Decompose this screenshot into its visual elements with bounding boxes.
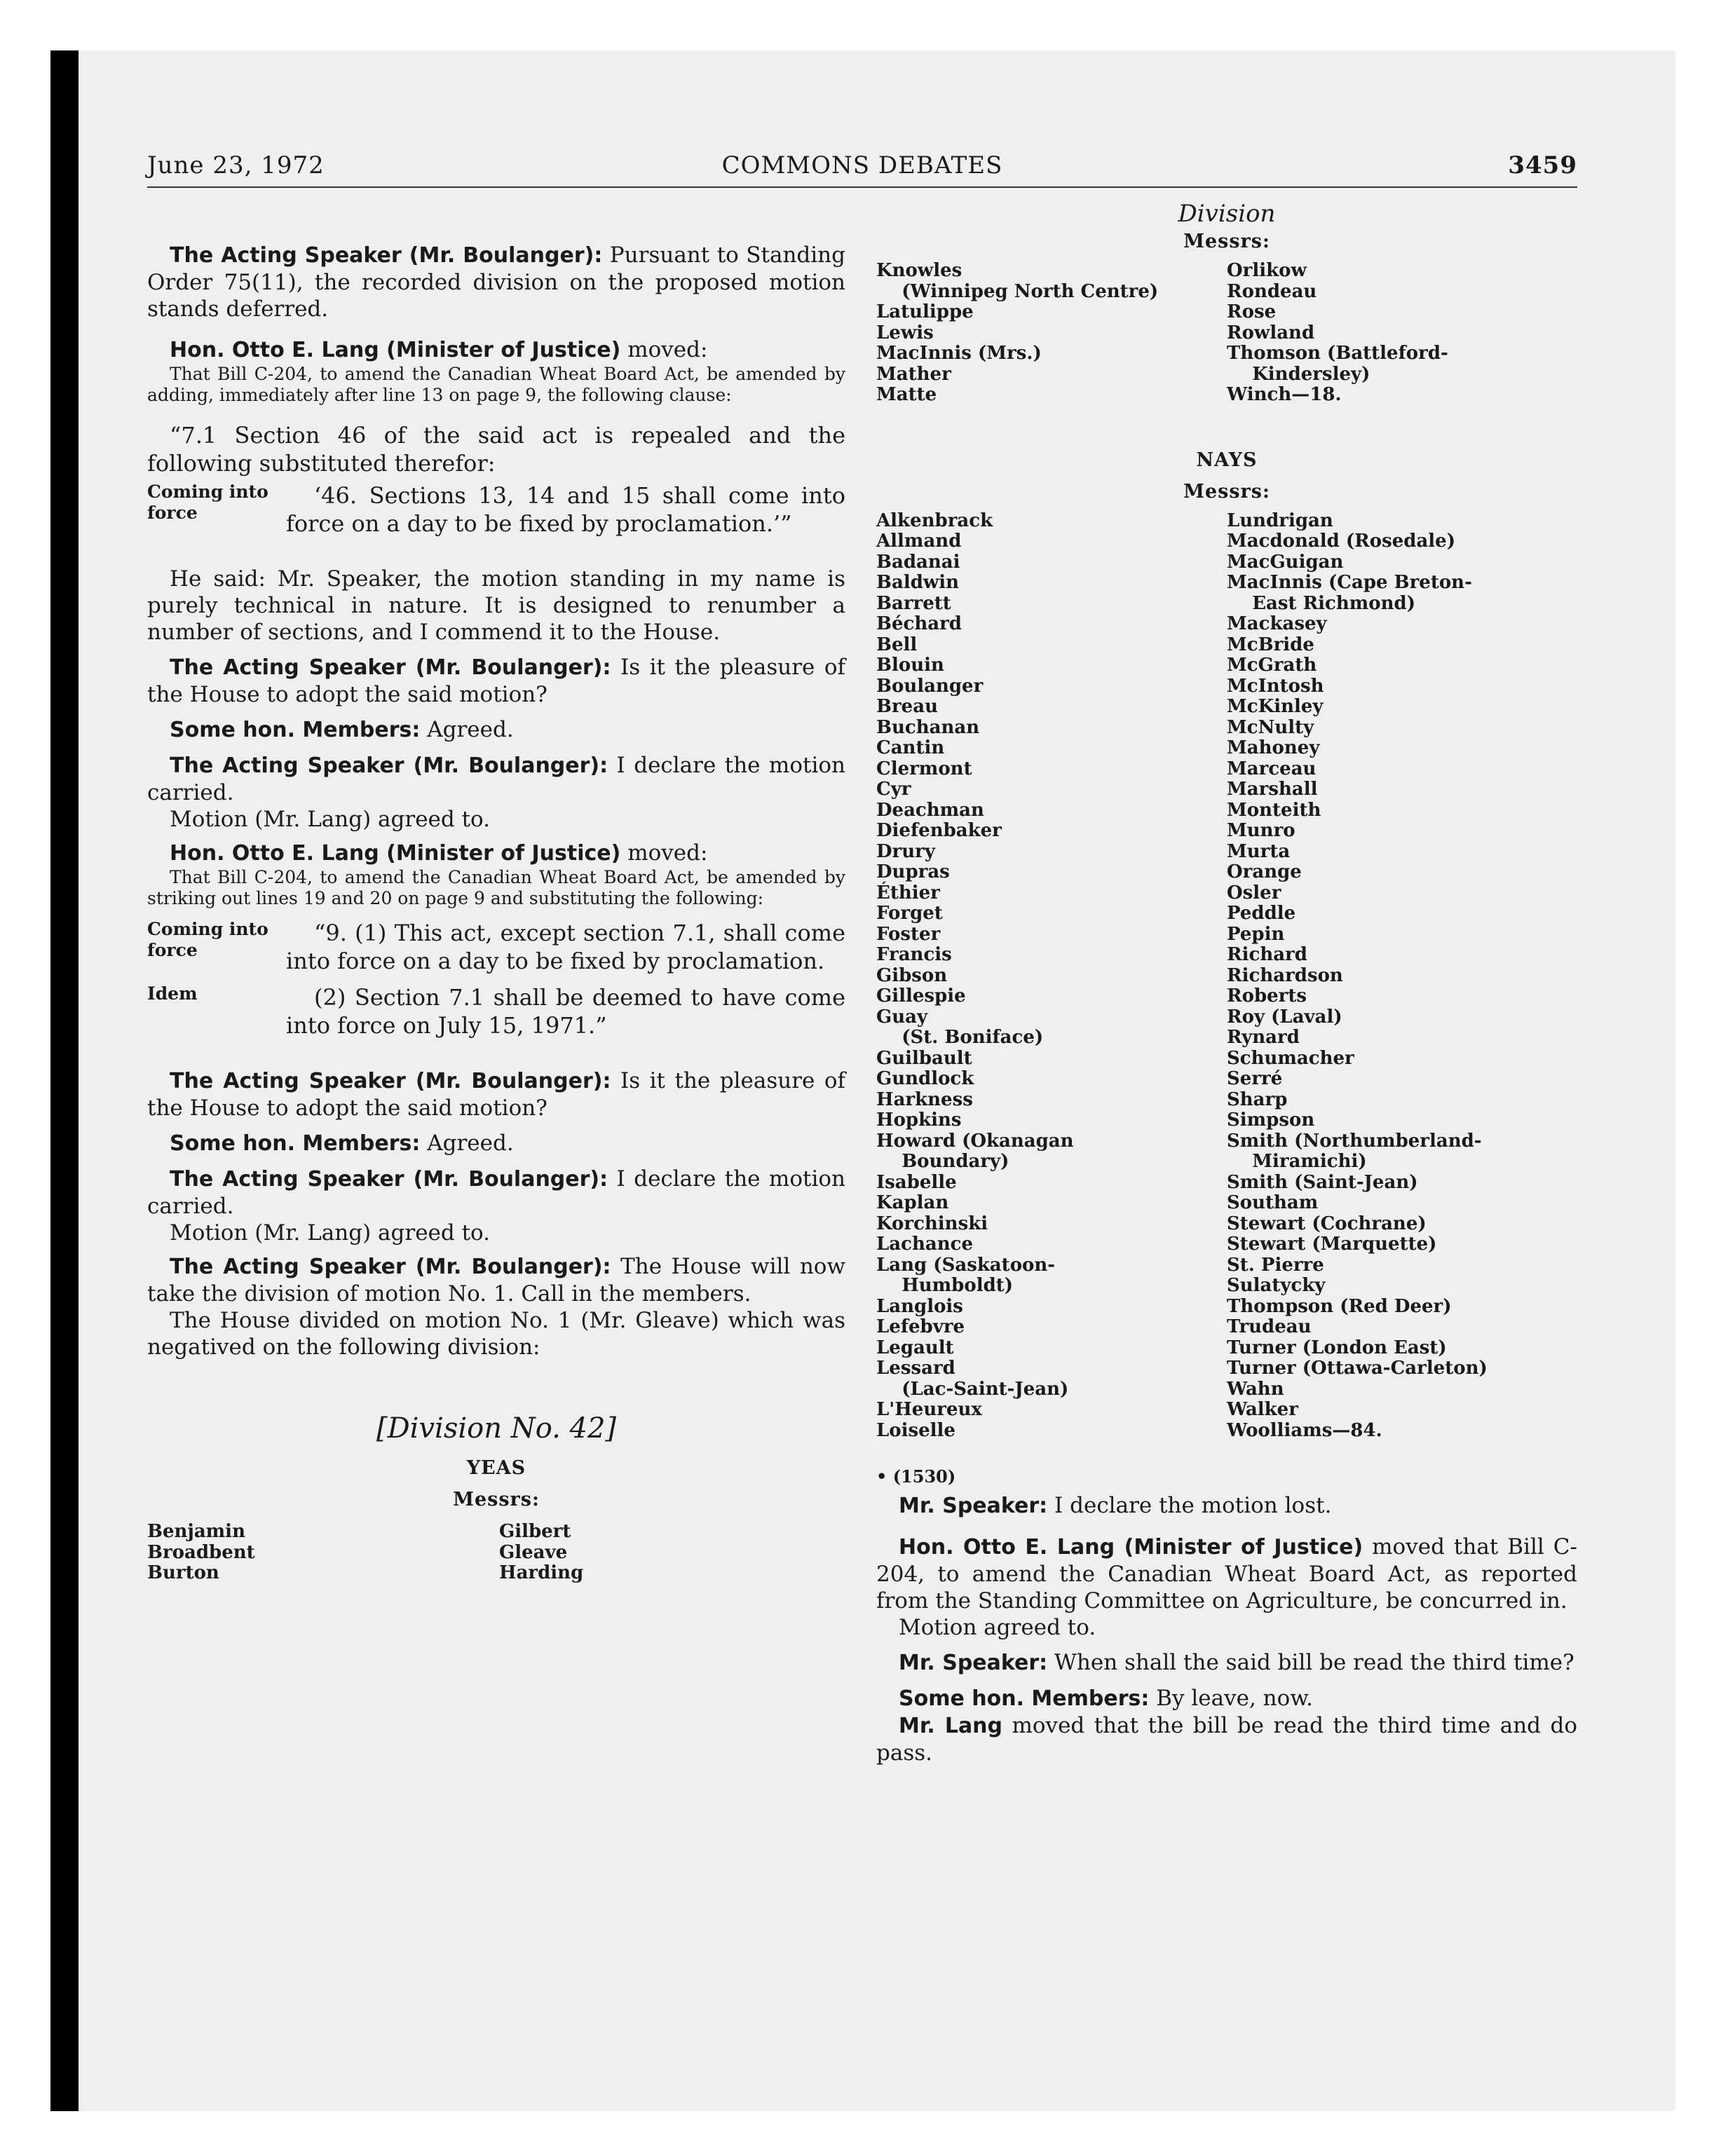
paragraph	[876, 1712, 1577, 1766]
paragraph: Motion agreed to.	[899, 1615, 1096, 1640]
speaker-name: The Acting Speaker (Mr. Boulanger):	[170, 753, 608, 778]
header-page-number: 3459	[1508, 151, 1577, 179]
paragraph	[147, 336, 845, 364]
paragraph	[147, 654, 845, 708]
speaker-name: Hon. Otto E. Lang (Minister of Justice)	[170, 841, 621, 866]
speaker-name: Mr. Lang	[899, 1714, 1003, 1738]
speaker-name: Hon. Otto E. Lang (Minister of Justice)	[899, 1535, 1363, 1560]
paragraph-text: The House will now take the division of motion No. 1. Call in the members.	[147, 1254, 845, 1306]
messrs-label: Messrs:	[1183, 231, 1270, 252]
paragraph: Motion (Mr. Lang) agreed to.	[170, 807, 491, 832]
paragraph-text: moved:	[620, 840, 708, 866]
speaker-name: Mr. Speaker:	[899, 1651, 1048, 1675]
name-column: Knowles (Winnipeg North Centre) Latulippe Lewis MacInnis (Mrs.) Mather Matte	[876, 260, 1159, 405]
margin-note: Idem	[147, 983, 198, 1004]
paragraph-text: Pursuant to Standing Order 75(11), the recorded division on the proposed motion stands deferred.	[147, 243, 845, 322]
paragraph-text: moved that the bill be read the third time and do pass.	[876, 1713, 1578, 1766]
paragraph	[147, 716, 845, 744]
paragraph	[147, 752, 845, 806]
name-column: Orlikow Rondeau Rose Rowland Thomson (Battleford- Kindersley) Winch—18.	[1227, 260, 1448, 405]
paragraph	[147, 242, 845, 322]
division-title: [Division No. 42]	[376, 1412, 617, 1445]
paragraph: Motion (Mr. Lang) agreed to.	[170, 1220, 491, 1246]
speaker-name: The Acting Speaker (Mr. Boulanger):	[170, 655, 611, 680]
page-header	[147, 151, 1577, 188]
paragraph	[147, 840, 845, 867]
paragraph-text: By leave, now.	[1149, 1686, 1314, 1711]
paragraph	[876, 1492, 1577, 1520]
nays-heading: NAYS	[1196, 449, 1258, 471]
paragraph	[876, 1685, 1577, 1712]
paragraph-text: I declare the motion carried.	[147, 1166, 845, 1219]
name-column: Lundrigan Macdonald (Rosedale) MacGuigan MacInnis (Cape Breton- East Richmond) Mackasey McBride McGrath McIntosh McKinley McNulty Mahoney Marceau Marshall Monteith Munro Murta Orange Osler Peddle Pepin Richard Richardson Roberts Roy (Laval) Rynard Schumacher Serré Sharp Simpson Smith (Northumberland- Miramichi) Smith (Saint-Jean) Southam Stewart (Cochrane) Stewart (Marquette) St. Pierre Sulatycky Thompson (Red Deer) Trudeau Turner (London East) Turner (Ottawa-Carleton) Wahn Walker Woolliams—84.	[1227, 510, 1488, 1441]
margin-note: Coming into force	[147, 919, 268, 960]
right-column	[876, 200, 1577, 1766]
quoted-section: (2) Section 7.1 shall be deemed to have come into force on July 15, 1971.”	[286, 984, 845, 1039]
speaker-name: Some hon. Members:	[170, 718, 421, 742]
paragraph: The House divided on motion No. 1 (Mr. Gleave) which was negatived on the following division:	[147, 1308, 845, 1360]
margin-note: Coming into force	[147, 482, 268, 523]
division-heading: Division	[1178, 200, 1276, 228]
paragraph-text: I declare the motion carried.	[147, 753, 845, 805]
paragraph: He said: Mr. Speaker, the motion standing in my name is purely technical in nature. It is designed to renumber a number of sections, and I commend it to the House.	[147, 566, 845, 645]
speaker-name: Mr. Speaker:	[899, 1494, 1048, 1518]
margin-quote-row	[147, 983, 845, 1039]
paragraph	[147, 1067, 845, 1121]
quoted-section: “9. (1) This act, except section 7.1, shall come into force on a day to be fixed by proclamation.	[286, 920, 845, 974]
paragraph-text: I declare the motion lost.	[1047, 1493, 1332, 1518]
messrs-label: Messrs:	[1183, 480, 1270, 503]
messrs-label: Messrs:	[453, 1489, 540, 1510]
paragraph-text: Agreed.	[420, 717, 514, 742]
speaker-name: Hon. Otto E. Lang (Minister of Justice)	[170, 338, 621, 362]
paragraph-text: moved that Bill C-204, to amend the Canadian Wheat Board Act, as reported from the Standing Committee on Agriculture, be concurred in.	[876, 1534, 1577, 1613]
paragraph	[147, 1130, 845, 1157]
paragraph-text: moved:	[620, 337, 708, 362]
paragraph	[147, 1253, 845, 1307]
nays-name-list	[876, 511, 1577, 1442]
paragraph	[147, 1166, 845, 1220]
motion-text: That Bill C-204, to amend the Canadian Wheat Board Act, be amended by adding, immediately after line 13 on page 9, the following clause:	[147, 364, 845, 405]
paragraph-text: When shall the said bill be read the third time?	[1047, 1650, 1574, 1675]
name-column: Alkenbrack Allmand Badanai Baldwin Barrett Béchard Bell Blouin Boulanger Breau Buchanan Cantin Clermont Cyr Deachman Diefenbaker Drury Dupras Éthier Forget Foster Francis Gibson Gillespie Guay (St. Boniface) Guilbault Gundlock Harkness Hopkins Howard (Okanagan Boundary) Isabelle Kaplan Korchinski Lachance Lang (Saskatoon- Humboldt) Langlois Lefebvre Legault Lessard (Lac-Saint-Jean) L'Heureux Loiselle	[876, 510, 1074, 1441]
header-title: COMMONS DEBATES	[721, 151, 1003, 179]
paragraph-text: Is it the pleasure of the House to adopt the said motion?	[147, 655, 845, 707]
speaker-name: The Acting Speaker (Mr. Boulanger):	[170, 1167, 608, 1192]
motion-text: That Bill C-204, to amend the Canadian Wheat Board Act, be amended by striking out lines 19 and 20 on page 9 and substituting the following:	[147, 867, 845, 908]
speaker-name: The Acting Speaker (Mr. Boulanger):	[170, 243, 603, 268]
name-column: Benjamin Broadbent Burton	[147, 1521, 255, 1583]
paragraph-text: Agreed.	[420, 1131, 514, 1156]
speaker-name: The Acting Speaker (Mr. Boulanger):	[170, 1069, 611, 1093]
quoted-section: ‘46. Sections 13, 14 and 15 shall come into force on a day to be fixed by proclamation.’”	[286, 482, 845, 537]
margin-quote-row	[147, 482, 845, 538]
name-column: Gilbert Gleave Harding	[499, 1521, 584, 1583]
header-date: June 23, 1972	[147, 151, 325, 179]
yeas-name-list	[876, 261, 1577, 406]
yeas-heading: YEAS	[466, 1457, 526, 1479]
quoted-clause: “7.1 Section 46 of the said act is repealed and the following substituted therefor:	[147, 422, 845, 477]
paragraph-text: Is it the pleasure of the House to adopt the said motion?	[147, 1068, 845, 1121]
scan-border	[50, 50, 79, 2111]
speaker-name: Some hon. Members:	[899, 1686, 1150, 1711]
paragraph	[876, 1649, 1577, 1677]
margin-quote-row	[147, 919, 845, 975]
speaker-name: The Acting Speaker (Mr. Boulanger):	[170, 1255, 611, 1279]
yeas-name-list	[147, 1522, 845, 1584]
speaker-name: Some hon. Members:	[170, 1131, 421, 1156]
left-column	[147, 200, 845, 1584]
time-marker: • (1530)	[876, 1466, 956, 1487]
paragraph	[876, 1534, 1577, 1614]
